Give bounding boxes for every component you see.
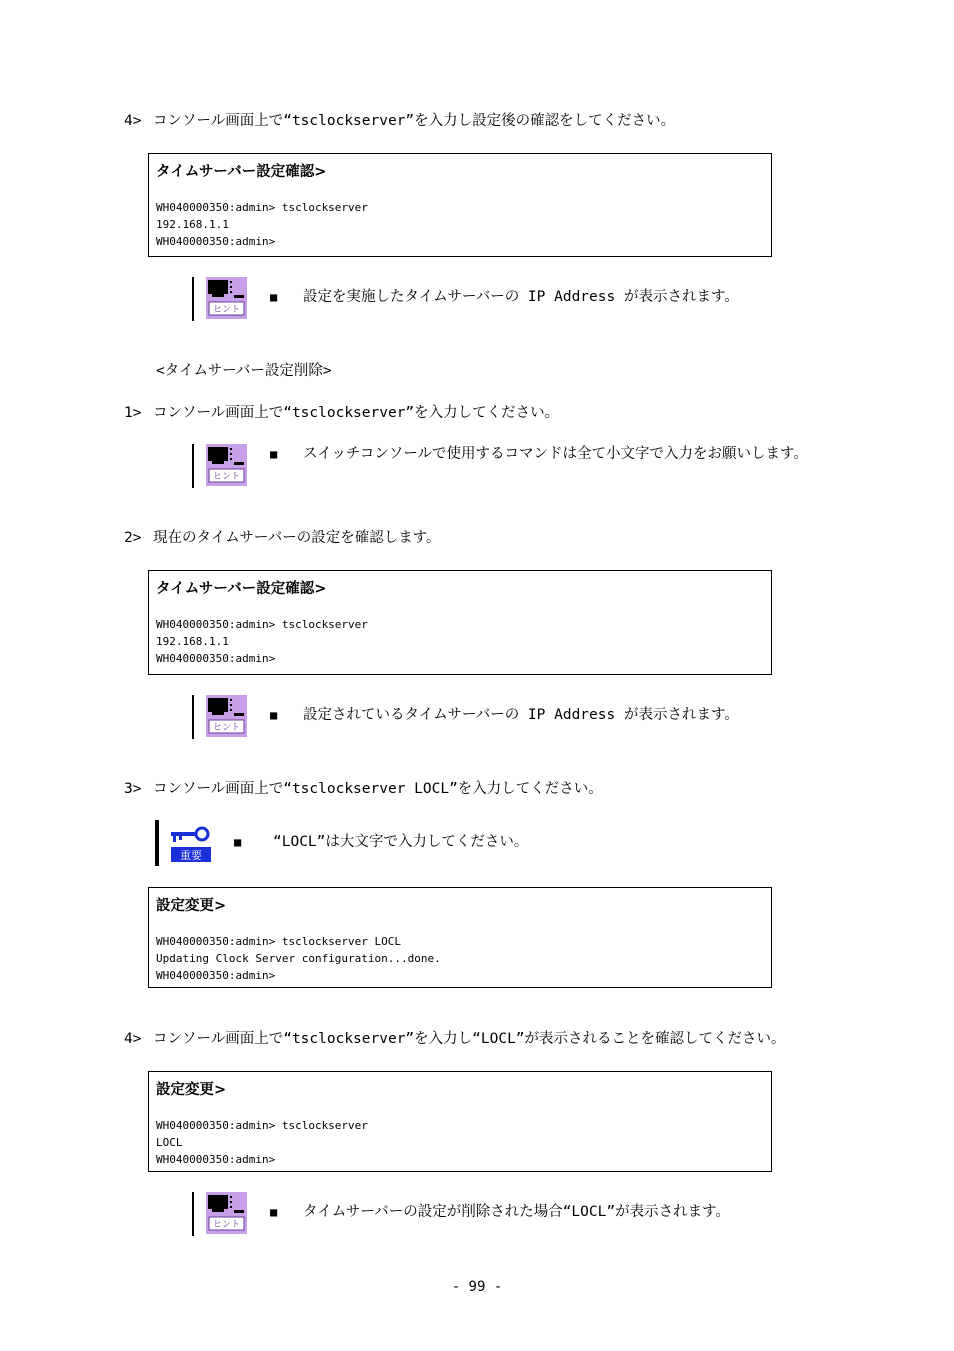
step-number: 4>	[124, 113, 142, 129]
note-bullet: ■	[270, 290, 278, 304]
console-line: WH040000350:admin>	[156, 1153, 276, 1166]
hint-icon-label: ヒント	[212, 1220, 241, 1230]
step-number: 1>	[124, 405, 142, 421]
console-line: WH040000350:admin> tsclockserver	[156, 201, 368, 214]
hint-icon-label: ヒント	[212, 723, 241, 733]
hint-icon	[206, 277, 247, 319]
console-line: WH040000350:admin>	[156, 235, 276, 248]
hint-note	[192, 695, 792, 739]
note-text: “LOCL”は大文字で入力してください。	[273, 834, 529, 850]
console-box-title: 設定変更>	[156, 898, 227, 914]
step-2-check	[124, 528, 441, 548]
important-icon-label: 重要	[180, 849, 202, 862]
step-3-input-locl	[124, 779, 603, 799]
console-box-setting-change	[148, 1071, 772, 1172]
console-line: LOCL	[156, 1136, 183, 1149]
note-text: 設定を実施したタイムサーバーの IP Address が表示されます。	[303, 289, 739, 305]
hint-icon	[206, 695, 247, 737]
console-output	[156, 199, 368, 250]
step-text: 現在のタイムサーバーの設定を確認します。	[153, 530, 441, 546]
console-line: Updating Clock Server configuration...done.	[156, 952, 441, 965]
console-box-title: タイムサーバー設定確認>	[156, 581, 327, 597]
console-output	[156, 1117, 368, 1168]
step-number: 4>	[124, 1031, 142, 1047]
console-line: WH040000350:admin>	[156, 969, 276, 982]
console-box-title: タイムサーバー設定確認>	[156, 164, 327, 180]
hint-note	[192, 1192, 812, 1236]
hint-icon	[206, 1192, 247, 1234]
note-text: タイムサーバーの設定が削除された場合“LOCL”が表示されます。	[303, 1204, 730, 1220]
console-box-timeserver-confirm	[148, 570, 772, 675]
note-bar	[155, 820, 159, 866]
note-bar	[192, 695, 194, 739]
hint-note	[192, 277, 792, 321]
note-bullet: ■	[270, 1205, 278, 1219]
step-4-confirm-locl	[124, 1029, 786, 1049]
console-line: 192.168.1.1	[156, 218, 229, 231]
step-text: コンソール画面上で“tsclockserver LOCL”を入力してください。	[153, 781, 603, 797]
step-text: コンソール画面上で“tsclockserver”を入力し設定後の確認をしてください。	[153, 113, 676, 129]
console-line: WH040000350:admin> tsclockserver LOCL	[156, 935, 402, 948]
important-note	[155, 820, 655, 866]
note-bullet: ■	[270, 708, 278, 722]
console-box-title: 設定変更>	[156, 1082, 227, 1098]
key-icon	[169, 825, 212, 863]
console-line: WH040000350:admin>	[156, 652, 276, 665]
step-1-input	[124, 403, 559, 423]
hint-note	[192, 444, 852, 488]
note-text: 設定されているタイムサーバーの IP Address が表示されます。	[303, 707, 739, 723]
step-text: コンソール画面上で“tsclockserver”を入力してください。	[153, 405, 560, 421]
step-text: コンソール画面上で“tsclockserver”を入力し“LOCL”が表示されることを確認してください。	[153, 1031, 786, 1047]
console-box-setting-change	[148, 887, 772, 988]
step-number: 3>	[124, 781, 142, 797]
console-box-timeserver-confirm	[148, 153, 772, 257]
console-output	[156, 616, 368, 667]
hint-icon-label: ヒント	[212, 305, 241, 315]
step-4-confirm	[124, 111, 675, 131]
note-bullet: ■	[270, 447, 278, 461]
console-line: 192.168.1.1	[156, 635, 229, 648]
console-line: WH040000350:admin> tsclockserver	[156, 618, 368, 631]
hint-icon-label: ヒント	[212, 472, 241, 482]
note-bar	[192, 1192, 194, 1236]
page-number: - 99 -	[451, 1279, 503, 1295]
section-heading-timeserver-delete: <タイムサーバー設定削除>	[156, 363, 332, 379]
note-bar	[192, 444, 194, 488]
note-bullet: ■	[234, 835, 242, 849]
hint-icon	[206, 444, 247, 486]
note-bar	[192, 277, 194, 321]
console-output	[156, 933, 441, 984]
step-number: 2>	[124, 530, 142, 546]
note-text: スイッチコンソールで使用するコマンドは全て小文字で入力をお願いします。	[303, 446, 808, 462]
console-line: WH040000350:admin> tsclockserver	[156, 1119, 368, 1132]
